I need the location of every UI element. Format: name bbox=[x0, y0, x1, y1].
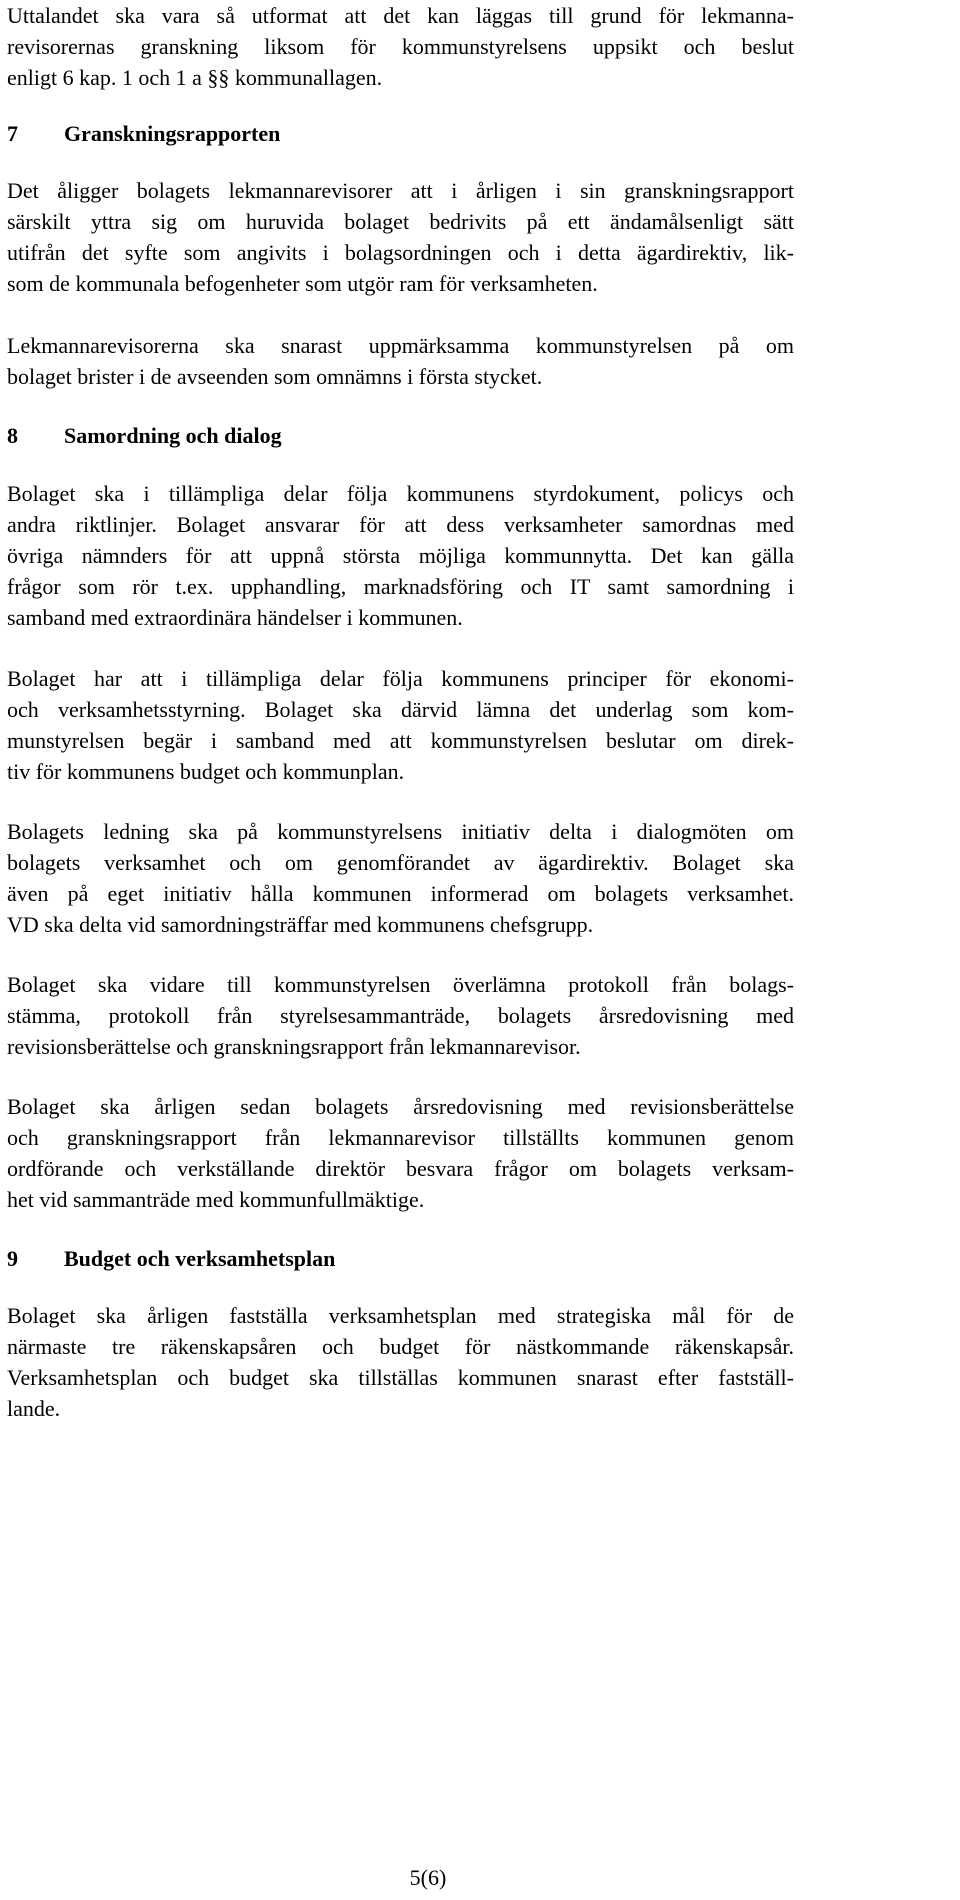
text-line: Bolaget ska i tillämpliga delar följa kommunens styrdokument, policys och bbox=[7, 481, 794, 506]
text-line: Bolaget ska årligen fastställa verksamhetsplan med strategiska mål för de bbox=[7, 1303, 794, 1328]
paragraph bbox=[7, 969, 794, 1062]
paragraph bbox=[7, 816, 794, 940]
section-number: 9 bbox=[7, 1246, 18, 1271]
text-line: revisorernas granskning liksom för kommunstyrelsens uppsikt och beslut bbox=[7, 34, 794, 59]
section-heading bbox=[7, 118, 794, 149]
section-title: Budget och verksamhetsplan bbox=[64, 1246, 336, 1271]
page-number: 5(6) bbox=[409, 1865, 447, 1890]
text-line: het vid sammanträde med kommunfullmäktige. bbox=[7, 1187, 425, 1212]
text-line: enligt 6 kap. 1 och 1 a §§ kommunallagen. bbox=[7, 65, 383, 90]
paragraph bbox=[7, 663, 794, 787]
text-line: Uttalandet ska vara så utformat att det kan läggas till grund för lekmanna- bbox=[7, 3, 794, 28]
paragraph bbox=[7, 330, 794, 392]
text-line: övriga nämnders för att uppnå största möjliga kommunnytta. Det kan gälla bbox=[7, 543, 794, 568]
text-line: andra riktlinjer. Bolaget ansvarar för att dess verksamheter samordnas med bbox=[7, 512, 794, 537]
paragraph bbox=[7, 1091, 794, 1215]
text-line: Verksamhetsplan och budget ska tillställas kommunen snarast efter fastställ- bbox=[7, 1365, 794, 1390]
text-line: som de kommunala befogenheter som utgör ram för verksamheten. bbox=[7, 271, 598, 296]
section-heading bbox=[7, 420, 794, 451]
paragraph bbox=[7, 478, 794, 633]
text-line: bolagets verksamhet och om genomförandet av ägardirektiv. Bolaget ska bbox=[7, 850, 794, 875]
section-number: 8 bbox=[7, 423, 18, 448]
text-line: Bolagets ledning ska på kommunstyrelsens initiativ delta i dialogmöten om bbox=[7, 819, 794, 844]
text-line: utifrån det syfte som angivits i bolagsordningen och i detta ägardirektiv, lik- bbox=[7, 240, 794, 265]
text-line: Det åligger bolagets lekmannarevisorer att i årligen i sin granskningsrapport bbox=[7, 178, 794, 203]
text-line: särskilt yttra sig om huruvida bolaget bedrivits på ett ändamålsenligt sätt bbox=[7, 209, 794, 234]
section-heading bbox=[7, 1243, 794, 1274]
section-number: 7 bbox=[7, 121, 18, 146]
text-line: Bolaget ska årligen sedan bolagets årsredovisning med revisionsberättelse bbox=[7, 1094, 794, 1119]
text-line: tiv för kommunens budget och kommunplan. bbox=[7, 759, 405, 784]
section-title: Samordning och dialog bbox=[64, 423, 282, 448]
text-line: Lekmannarevisorerna ska snarast uppmärksamma kommunstyrelsen på om bbox=[7, 333, 794, 358]
text-line: VD ska delta vid samordningsträffar med kommunens chefsgrupp. bbox=[7, 912, 594, 937]
text-line: även på eget initiativ hålla kommunen informerad om bolagets verksamhet. bbox=[7, 881, 794, 906]
paragraph bbox=[7, 1300, 794, 1424]
section-title: Granskningsrapporten bbox=[64, 121, 281, 146]
text-line: ordförande och verkställande direktör besvara frågor om bolagets verksam- bbox=[7, 1156, 794, 1181]
text-line: Bolaget ska vidare till kommunstyrelsen överlämna protokoll från bolags- bbox=[7, 972, 794, 997]
text-line: närmaste tre räkenskapsåren och budget för nästkommande räkenskapsår. bbox=[7, 1334, 794, 1359]
text-line: munstyrelsen begär i samband med att kommunstyrelsen beslutar om direk- bbox=[7, 728, 794, 753]
text-line: samband med extraordinära händelser i kommunen. bbox=[7, 605, 463, 630]
text-line: Bolaget har att i tillämpliga delar följa kommunens principer för ekonomi- bbox=[7, 666, 794, 691]
text-line: och granskningsrapport från lekmannarevisor tillställts kommunen genom bbox=[7, 1125, 794, 1150]
paragraph bbox=[7, 0, 794, 93]
text-line: bolaget brister i de avseenden som omnämns i första stycket. bbox=[7, 364, 543, 389]
text-line: frågor som rör t.ex. upphandling, marknadsföring och IT samt samordning i bbox=[7, 574, 794, 599]
paragraph bbox=[7, 175, 794, 299]
text-line: revisionsberättelse och granskningsrapport från lekmannarevisor. bbox=[7, 1034, 581, 1059]
text-line: och verksamhetsstyrning. Bolaget ska därvid lämna det underlag som kom- bbox=[7, 697, 794, 722]
text-line: lande. bbox=[7, 1396, 61, 1421]
text-line: stämma, protokoll från styrelsesammanträde, bolagets årsredovisning med bbox=[7, 1003, 794, 1028]
